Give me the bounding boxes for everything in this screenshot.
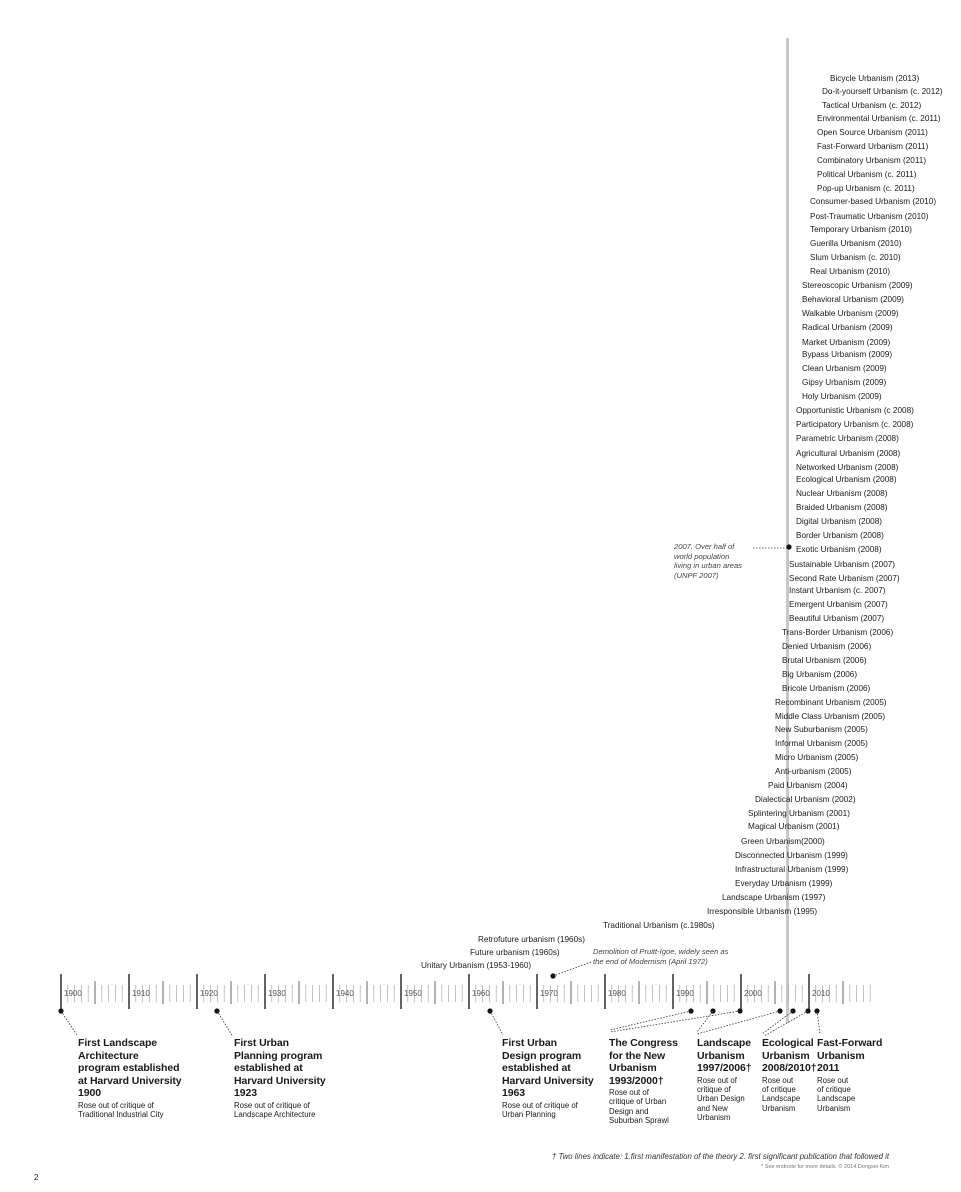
milestone-entry xyxy=(234,1037,326,1119)
urbanism-term: Holy Urbanism (2009) xyxy=(802,392,882,401)
urbanism-term: Environmental Urbanism (c. 2011) xyxy=(817,114,941,123)
urbanism-term: Infrastructural Urbanism (1999) xyxy=(735,865,849,874)
urbanism-term: Parametric Urbanism (2008) xyxy=(796,434,899,443)
urbanism-term: Stereoscopic Urbanism (2009) xyxy=(802,281,913,290)
urbanism-term: Future urbanism (1960s) xyxy=(470,948,560,957)
urbanism-term: Magical Urbanism (2001) xyxy=(748,822,840,831)
leader-line xyxy=(217,1011,232,1035)
urbanism-term: Everyday Urbanism (1999) xyxy=(735,879,833,888)
urbanism-term: Middle Class Urbanism (2005) xyxy=(775,712,886,721)
leader-line xyxy=(762,1011,793,1034)
milestone-title: First Urban Planning program established at Harvard University 1923 xyxy=(234,1037,326,1099)
milestone-title: First Urban Design program established at Harvard University 1963 xyxy=(502,1037,594,1099)
urbanism-term: Agricultural Urbanism (2008) xyxy=(796,449,901,458)
milestone-description: Rose out of critique Landscape Urbanism xyxy=(817,1075,856,1113)
urbanism-term: Exotic Urbanism (2008) xyxy=(796,545,882,554)
milestone-entry xyxy=(502,1037,594,1119)
urbanism-term: Brutal Urbanism (2006) xyxy=(782,656,867,665)
urbanism-term: Instant Urbanism (c. 2007) xyxy=(789,586,886,595)
milestone-entry xyxy=(697,1037,751,1123)
urbanism-term: Gipsy Urbanism (2009) xyxy=(802,378,887,387)
urbanism-term: Do-it-yourself Urbanism (c. 2012) xyxy=(822,87,943,96)
page-number: 2 xyxy=(34,1173,39,1182)
pruitt-leader-line xyxy=(553,962,591,976)
urbanism-term: Recombinant Urbanism (2005) xyxy=(775,698,887,707)
milestone-title: First Landscape Architecture program established at Harvard University 1900 xyxy=(78,1037,182,1099)
decade-label: 2010 xyxy=(812,989,830,998)
population-annotation: 2007. Over half of world population living in urban areas (UNPF 2007) xyxy=(674,542,742,580)
urbanism-term: Green Urbanism(2000) xyxy=(741,837,825,846)
milestone-entry xyxy=(762,1037,816,1113)
decade-label: 2000 xyxy=(744,989,762,998)
urbanism-term: New Suburbanism (2005) xyxy=(775,725,868,734)
milestone-title: The Congress for the New Urbanism 1993/2000† xyxy=(609,1037,678,1087)
milestone-description: Rose out of critique of Urban Design and Suburban Sprawl xyxy=(609,1088,669,1126)
urbanism-term: Border Urbanism (2008) xyxy=(796,531,884,540)
milestone-description: Rose out of critique of Urban Design and New Urbanism xyxy=(697,1075,745,1123)
urbanism-term: Second Rate Urbanism (2007) xyxy=(789,574,900,583)
urbanism-term: Networked Urbanism (2008) xyxy=(796,463,899,472)
credit-line: * See endnote for more details. © 2014 Dongsei Kim xyxy=(761,1164,889,1170)
urbanism-term: Guerilla Urbanism (2010) xyxy=(810,239,902,248)
urbanism-term: Denied Urbanism (2006) xyxy=(782,642,872,651)
urbanism-term: Bypass Urbanism (2009) xyxy=(802,350,893,359)
milestone-description: Rose out of critique of Landscape Architecture xyxy=(234,1100,316,1119)
leader-line xyxy=(697,1011,713,1032)
decade-label: 1970 xyxy=(540,989,558,998)
urbanism-term: Trans-Border Urbanism (2006) xyxy=(782,628,894,637)
urbanism-term: Beautiful Urbanism (2007) xyxy=(789,614,885,623)
leader-line xyxy=(764,1011,808,1036)
leader-line xyxy=(490,1011,503,1035)
urbanism-term: Tactical Urbanism (c. 2012) xyxy=(822,101,922,110)
urbanism-term: Participatory Urbanism (c. 2008) xyxy=(796,420,914,429)
urbanism-term: Ecological Urbanism (2008) xyxy=(796,475,897,484)
leader-line xyxy=(610,1011,691,1030)
urbanism-term: Unitary Urbanism (1953-1960) xyxy=(421,961,532,970)
footnote: † Two lines indicate: 1.first manifestation of the theory 2. first significant publication that followed it xyxy=(551,1152,889,1161)
urbanism-term: Disconnected Urbanism (1999) xyxy=(735,851,848,860)
milestone-entry xyxy=(78,1037,182,1119)
urbanism-term: Market Urbanism (2009) xyxy=(802,338,891,347)
decade-label: 1960 xyxy=(472,989,490,998)
urbanism-term: Braided Urbanism (2008) xyxy=(796,503,888,512)
urbanism-term: Traditional Urbanism (c.1980s) xyxy=(603,921,715,930)
leader-line xyxy=(697,1011,780,1034)
milestone-description: Rose out of critique Landscape Urbanism xyxy=(762,1075,801,1113)
urbanism-term: Splintering Urbanism (2001) xyxy=(748,809,850,818)
decade-label: 1930 xyxy=(268,989,286,998)
milestone-entry xyxy=(609,1037,678,1126)
urbanism-term: Post-Traumatic Urbanism (2010) xyxy=(810,212,929,221)
milestone-entry xyxy=(817,1037,882,1113)
decade-label: 1940 xyxy=(336,989,354,998)
urbanism-term: Retrofuture urbanism (1960s) xyxy=(478,935,585,944)
decade-label: 1900 xyxy=(64,989,82,998)
urbanism-term: Temporary Urbanism (2010) xyxy=(810,225,912,234)
urbanism-term: Pop-up Urbanism (c. 2011) xyxy=(817,184,915,193)
milestone-description: Rose out of critique of Urban Planning xyxy=(502,1100,578,1119)
leader-line xyxy=(61,1011,77,1035)
decade-label: 1980 xyxy=(608,989,626,998)
urbanism-term: Dialectical Urbanism (2002) xyxy=(755,795,856,804)
decade-label: 1920 xyxy=(200,989,218,998)
urbanism-term: Nuclear Urbanism (2008) xyxy=(796,489,888,498)
urbanism-term: Emergent Urbanism (2007) xyxy=(789,600,888,609)
leader-line xyxy=(610,1011,740,1032)
urbanism-term: Opportunistic Urbanism (c 2008) xyxy=(796,406,914,415)
urbanism-term: Micro Urbanism (2005) xyxy=(775,753,859,762)
milestone-title: Ecological Urbanism 2008/2010† xyxy=(762,1037,817,1074)
milestone-title: Fast-Forward Urbanism 2011 xyxy=(817,1037,883,1074)
urbanism-term: Radical Urbanism (2009) xyxy=(802,323,893,332)
urbanism-term: Consumer-based Urbanism (2010) xyxy=(810,197,937,206)
urbanism-term: Slum Urbanism (c. 2010) xyxy=(810,253,901,262)
urbanism-term: Clean Urbanism (2009) xyxy=(802,364,887,373)
milestone-title: Landscape Urbanism 1997/2006† xyxy=(697,1037,752,1074)
urbanism-term: Landscape Urbanism (1997) xyxy=(722,893,826,902)
leader-line xyxy=(817,1011,820,1034)
milestone-description: Rose out of critique of Traditional Industrial City xyxy=(78,1100,164,1119)
pruitt-igoe-annotation: Demolition of Pruitt-Igoe, widely seen as the end of Modernism (April 1972) xyxy=(593,947,729,966)
urbanism-term: Anti-urbanism (2005) xyxy=(775,767,852,776)
urbanism-term: Walkable Urbanism (2009) xyxy=(802,309,899,318)
urbanism-term: Digital Urbanism (2008) xyxy=(796,517,883,526)
decade-label: 1910 xyxy=(132,989,150,998)
urbanism-term: Bricole Urbanism (2006) xyxy=(782,684,871,693)
urbanism-term: Behavioral Urbanism (2009) xyxy=(802,295,904,304)
urbanism-term: Political Urbanism (c. 2011) xyxy=(817,170,917,179)
urbanism-term: Informal Urbanism (2005) xyxy=(775,739,868,748)
urbanism-term: Irresponsible Urbanism (1995) xyxy=(707,907,818,916)
urbanism-term: Big Urbanism (2006) xyxy=(782,670,858,679)
urbanism-term: Open Source Urbanism (2011) xyxy=(817,128,928,137)
urbanism-term: Paid Urbanism (2004) xyxy=(768,781,848,790)
decade-label: 1990 xyxy=(676,989,694,998)
urbanism-term: Fast-Forward Urbanism (2011) xyxy=(817,142,929,151)
urbanism-term: Real Urbanism (2010) xyxy=(810,267,891,276)
decade-label: 1950 xyxy=(404,989,422,998)
population-dot xyxy=(786,544,791,549)
urbanism-term: Bicycle Urbanism (2013) xyxy=(830,74,920,83)
urbanism-term: Sustainable Urbanism (2007) xyxy=(789,560,896,569)
urbanism-term: Combinatory Urbanism (2011) xyxy=(817,156,927,165)
